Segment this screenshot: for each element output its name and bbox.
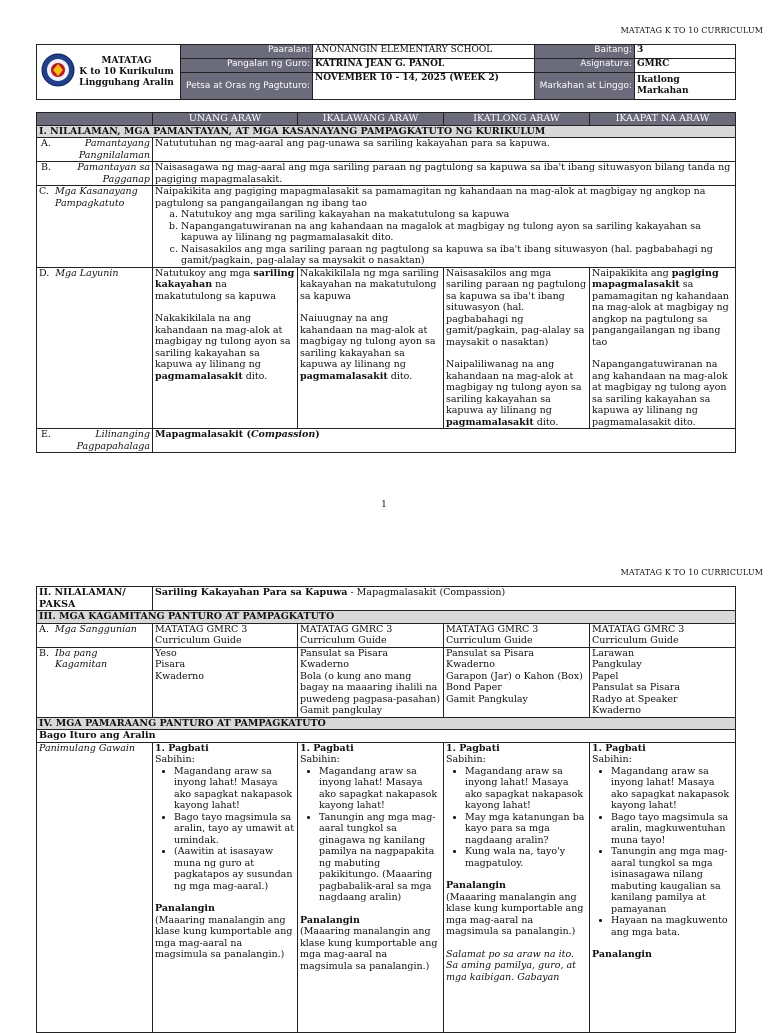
procedure-list (300, 766, 441, 904)
asignatura-label: Asignatura: (535, 59, 635, 73)
row-e-label: E. Lilinanging Pagpapahalaga (37, 429, 153, 453)
sabihin-label: Sabihin: (446, 754, 486, 765)
skill-item: b. Napangangatuwiranan na ang kahandaan na magalok at magbigay ng tulong ayon sa sariling kakayahan sa kapuwa ay lilinang ng pagmamalasakit dito. (181, 221, 733, 244)
deped-seal-icon (41, 53, 75, 87)
procedure-item: • Magandang araw sa inyong lahat! Masaya ako sapagkat nakapasok kayong lahat! (465, 766, 587, 812)
sabihin-label: Sabihin: (592, 754, 632, 765)
panalangin-heading: Panalangin (300, 914, 360, 926)
paaralan-label: Paaralan: (181, 45, 313, 59)
row-panimula-label: Panimulang Gawain (37, 742, 153, 1032)
page-tag: MATATAG K TO 10 CURRICULUM (620, 26, 763, 35)
material-item: Larawan (592, 647, 635, 659)
panalangin-text: (Maaaring manalangin ang klase kung kumportable ang mga mag-aaral na magsimula sa panalangin.) (446, 891, 584, 937)
row-d-label: D. Mga Layunin (37, 267, 153, 429)
skill-item: a. Natutukoy ang mga sariling kakayahan na makatutulong sa kapuwa (181, 209, 733, 221)
header-table (36, 44, 736, 100)
material-item: Gamit pangkulay (300, 705, 383, 716)
lesson-table-page2 (36, 586, 736, 1033)
material-item: Radyo at Speaker (592, 693, 678, 705)
procedure-day-2 (298, 742, 444, 1032)
baitang-value: 3 (635, 45, 736, 59)
material-item: Kwaderno (446, 659, 495, 670)
procedure-day-1 (153, 742, 298, 1032)
procedure-item: • Bago tayo magsimula sa aralin, magkuwentuhan muna tayo! (611, 812, 733, 847)
materials-day-3 (444, 647, 590, 717)
reference-day-4: MATATAG GMRC 3 Curriculum Guide (590, 623, 736, 647)
material-item: Pangkulay (592, 659, 642, 670)
section-4-subtitle: Bago Ituro ang Aralin (37, 730, 736, 743)
section-4-title: IV. MGA PAMARAANG PANTURO AT PAMPAGKATUTO (37, 717, 736, 730)
day-header-2: IKALAWANG ARAW (298, 113, 444, 126)
reference-day-1: MATATAG GMRC 3 Curriculum Guide (153, 623, 298, 647)
objective-day-4: Naipakikita ang pagiging mapagmalasakit sa pamamagitan ng kahandaan na mag-alok at magbigay ng angkop na pagtulong sa pangangailangan ng ibang tao Napangangatuwiranan na ang kahandaan na mag-alok at magbigay ng tulong ayon sa sariling kakayahan sa kapuwa ay lilinang ng pagmamalasakit dito. (590, 267, 736, 429)
material-item: Garapon (Jar) o Kahon (Box) (446, 670, 583, 682)
panalangin-heading: Panalangin (446, 880, 506, 891)
baitang-label: Baitang: (535, 45, 635, 59)
brand-cell (37, 45, 181, 100)
pagbati-heading: 1. Pagbati (300, 742, 354, 754)
markahan-value: Ikatlong Markahan (635, 73, 736, 100)
brand-line-3: Lingguhang Aralin (79, 77, 174, 88)
page-tag-2: MATATAG K TO 10 CURRICULUM (620, 568, 763, 577)
page-number: 1 (381, 500, 387, 510)
procedure-item: • Tanungin ang mga mag-aaral tungkol sa ginagawa ng kanilang pamilya na nagpapakita ng mabuting pakikitungo. (Maaaring pagbabalik-aral sa mga nagdaang aralin) (319, 812, 441, 904)
material-item: Pansulat sa Pisara (446, 647, 535, 659)
section-2-text: Sariling Kakayahan Para sa Kapuwa - Mapagmalasakit (Compassion) (153, 587, 736, 611)
material-item: Pansulat sa Pisara (300, 647, 389, 659)
section-3-title: III. MGA KAGAMITANG PANTURO AT PAMPAGKATUTO (37, 611, 736, 624)
material-item: Gamit Pangkulay (446, 693, 528, 705)
paaralan-value: ANONANGIN ELEMENTARY SCHOOL (313, 45, 535, 59)
sabihin-label: Sabihin: (155, 754, 195, 765)
material-item: Kwaderno (592, 705, 641, 716)
panalangin-heading: Panalangin (155, 903, 215, 914)
material-item: Kwaderno (300, 659, 349, 670)
material-item: Pansulat sa Pisara (592, 682, 681, 693)
procedure-list (592, 766, 733, 939)
row-b-text: Naisasagawa ng mag-aaral ang mga sariling paraan ng pagtulong sa kapuwa sa iba't ibang situwasyon bilang tanda ng pagiging mapagmalasakit. (153, 162, 736, 186)
procedure-item: • Magandang araw sa inyong lahat! Masaya ako sapagkat nakapasok kayong lahat! (174, 766, 295, 812)
materials-day-4 (590, 647, 736, 717)
material-item: Pisara (155, 659, 186, 670)
row-c-label: C. Mga Kasanayang Pampagkatuto (37, 186, 153, 268)
day-header-4: IKAAPAT NA ARAW (590, 113, 736, 126)
objective-day-1: Natutukoy ang mga sariling kakayahan na makatutulong sa kapuwa Nakakikilala na ang kahandaan na mag-alok at magbigay ng tulong ayon sa sariling kakayahan sa kapuwa ay lilinang ng pagmamalasakit dito. (153, 267, 298, 429)
objective-day-3: Naisasakilos ang mga sariling paraan ng pagtulong sa kapuwa sa iba't ibang situwasyon (hal. pagbabahagi ng gamit/pagkain, pag-alalay sa maysakit o nasaktan) Naipaliliwanag na ang kahandaan na mag-alok at magbigay ng tulong ayon sa sariling kakayahan sa kapuwa ay lilinang ng pagmamalasakit dito. (444, 267, 590, 429)
row-3a-label: A. Mga Sanggunian (37, 623, 153, 647)
procedure-item: • Bago tayo magsimula sa aralin, tayo ay umawit at umindak. (174, 812, 295, 847)
procedure-list (155, 766, 295, 893)
prayer-text: Salamat po sa araw na ito. Sa aming pamilya, guro, at mga kaibigan. Gabayan (446, 948, 577, 983)
pagbati-heading: 1. Pagbati (155, 742, 209, 754)
procedure-item: • Tanungin ang mga mag-aaral tungkol sa mga isinasagawa nilang mabuting kaugalian sa kanilang pamilya at pamayanan (611, 846, 733, 915)
panalangin-text: (Maaaring manalangin ang klase kung kumportable ang mga mag-aaral na magsimula sa panalangin.) (300, 926, 438, 972)
section-2-label: II. NILALAMAN/ PAKSA (37, 587, 153, 611)
material-item: Yeso (155, 647, 177, 659)
petsa-value: NOVEMBER 10 - 14, 2025 (WEEK 2) (313, 73, 535, 100)
skills-intro: Naipakikita ang pagiging mapagmalasakit sa pamamagitan ng kahandaan na mag-alok at magbigay ng angkop na pagtulong sa pangangailangan ng ibang tao (155, 186, 706, 209)
row-c-text (153, 186, 736, 268)
row-3b-label: B. Iba pang Kagamitan (37, 647, 153, 717)
procedure-item: • Magandang araw sa inyong lahat! Masaya ako sapagkat nakapasok kayong lahat! (319, 766, 441, 812)
material-item: Kwaderno (155, 670, 204, 682)
markahan-label: Markahan at Linggo: (535, 73, 635, 100)
procedure-item: • (Aawitin at isasayaw muna ng guro at pagkatapos ay susundan ng mga mag-aaral.) (174, 846, 295, 892)
lesson-table-page1 (36, 112, 736, 453)
reference-day-2: MATATAG GMRC 3 Curriculum Guide (298, 623, 444, 647)
procedure-item: • May mga katanungan ba kayo para sa mga nagdaang aralin? (465, 812, 587, 847)
skills-list (155, 209, 733, 267)
row-b-label: B. Pamantayan sa Pagganap (37, 162, 153, 186)
brand-line-2: K to 10 Kurikulum (79, 66, 174, 77)
procedure-day-4 (590, 742, 736, 1032)
reference-day-3: MATATAG GMRC 3 Curriculum Guide (444, 623, 590, 647)
day-header-3: IKATLONG ARAW (444, 113, 590, 126)
asignatura-value: GMRC (635, 59, 736, 73)
petsa-label: Petsa at Oras ng Pagtuturo: (181, 73, 313, 100)
panalangin-text: (Maaaring manalangin ang klase kung kumportable ang mga mag-aaral na magsimula sa panalangin.) (155, 914, 293, 960)
material-item: Papel (592, 670, 619, 682)
procedure-item: • Kung wala na, tayo'y magpatuloy. (465, 846, 587, 869)
row-a-text: Natututuhan ng mag-aaral ang pag-unawa sa sariling kakayahan para sa kapuwa. (153, 138, 736, 162)
guro-label: Pangalan ng Guro: (181, 59, 313, 73)
brand-line-1: MATATAG (101, 55, 152, 66)
objective-day-2: Nakakikilala ng mga sariling kakayahan na makatutulong sa kapuwa Naiuugnay na ang kahandaan na mag-alok at magbigay ng tulong ayon sa sariling kakayahan sa kapuwa ay lilinang ng pagmamalasakit dito. (298, 267, 444, 429)
panalangin-heading: Panalangin (592, 949, 652, 960)
materials-day-1 (153, 647, 298, 717)
procedure-day-3 (444, 742, 590, 1032)
row-e-text: Mapagmalasakit (Compassion) (153, 429, 736, 453)
pagbati-heading: 1. Pagbati (446, 742, 500, 754)
materials-day-2 (298, 647, 444, 717)
procedure-item: • Magandang araw sa inyong lahat! Masaya ako sapagkat nakapasok kayong lahat! (611, 766, 733, 812)
row-a-label: A. Pamantayang Pangnilalaman (37, 138, 153, 162)
section-1-title: I. NILALAMAN, MGA PAMANTAYAN, AT MGA KASANAYANG PAMPAGKATUTO NG KURIKULUM (37, 125, 736, 138)
day-header-1: UNANG ARAW (153, 113, 298, 126)
procedure-list (446, 766, 587, 870)
pagbati-heading: 1. Pagbati (592, 742, 646, 754)
procedure-item: • Hayaan na magkuwento ang mga bata. (611, 915, 733, 938)
material-item: Bola (o kung ano mang bagay na maaaring ihalili na puwedeng pagpasa-pasahan) (300, 670, 441, 705)
material-item: Bond Paper (446, 682, 502, 693)
skill-item: c. Naisasakilos ang mga sariling paraan ng pagtulong sa kapuwa sa iba't ibang situwasyon (hal. pagbabahagi ng gamit/pagkain, pag-alalay sa maysakit o nasaktan) (181, 244, 733, 267)
guro-value: KATRINA JEAN G. PANOL (313, 59, 535, 73)
sabihin-label: Sabihin: (300, 754, 340, 765)
